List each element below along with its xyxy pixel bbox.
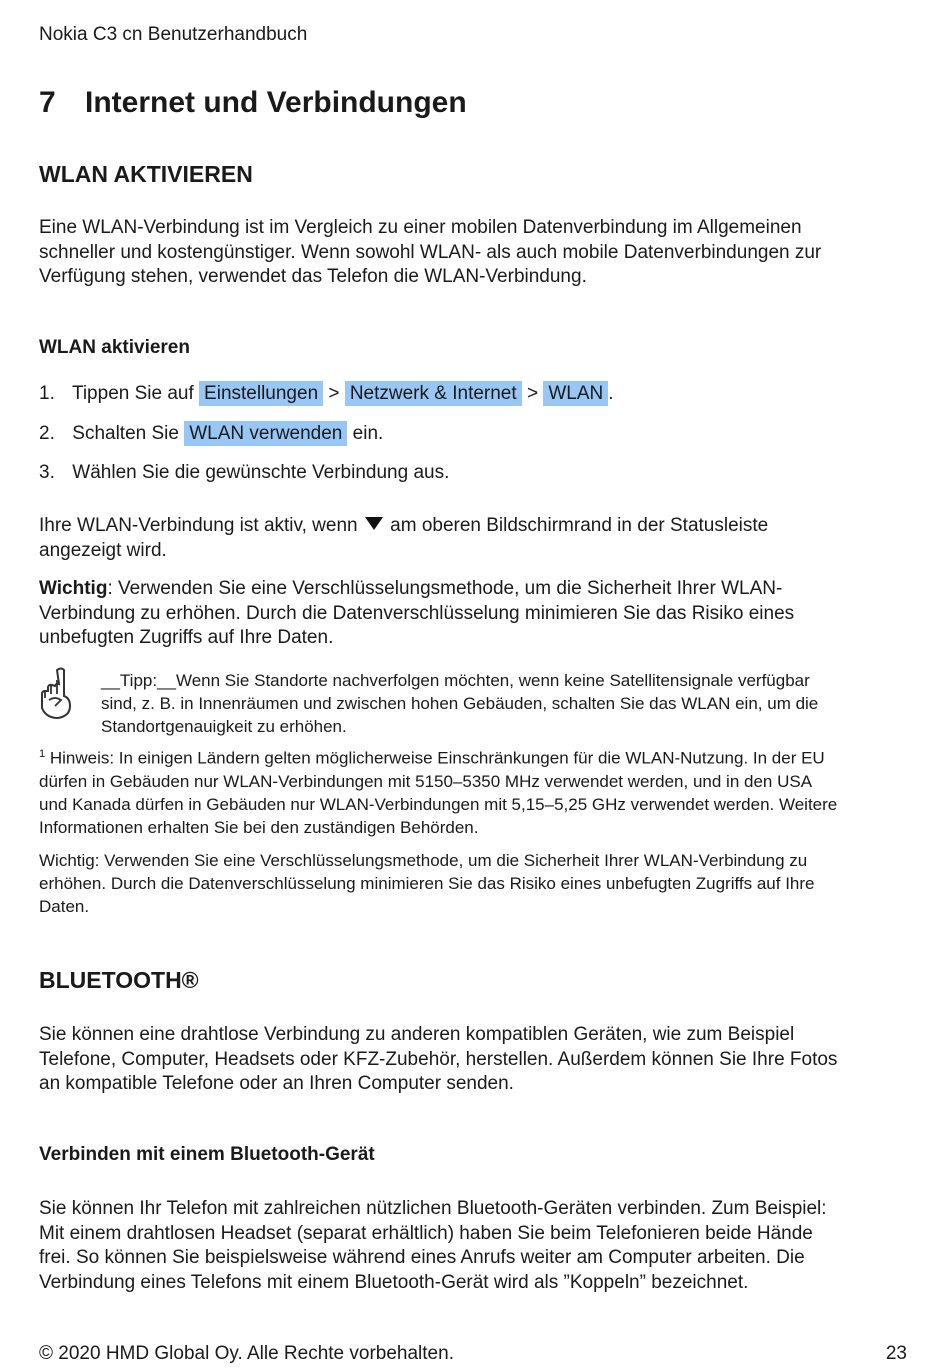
step-2 [39, 423, 614, 463]
step-1 [39, 383, 614, 423]
step-text: Schalten Sie [72, 422, 179, 444]
chapter-title [39, 86, 467, 120]
bluetooth-intro [39, 1023, 837, 1097]
wlan-intro [39, 216, 821, 290]
text-line: Verfügung stehen, verwendet das Telefon die WLAN-Verbindung. [39, 266, 587, 287]
footnote [39, 743, 837, 839]
subheading-bluetooth-connect: Verbinden mit einem Bluetooth-Gerät [39, 1144, 375, 1165]
text-line: Standortgenauigkeit zu erhöhen. [101, 717, 347, 736]
text-line: __Tipp:__Wenn Sie Standorte nachverfolgen möchten, wenn keine Satellitensignale verfügbar [101, 671, 810, 690]
section-heading-bluetooth: BLUETOOTH® [39, 967, 199, 993]
running-header: Nokia C3 cn Benutzerhandbuch [39, 24, 308, 45]
text-line: sind, z. B. in Innenräumen und zwischen hohen Gebäuden, schalten Sie das WLAN ein, um die [101, 694, 819, 713]
network-internet-link[interactable]: Netzwerk & Internet [345, 381, 522, 406]
step-text: ein. [352, 422, 384, 444]
step-number: 1. [39, 383, 55, 404]
text-line: erhöhen. Durch die Datenverschlüsselung minimieren Sie das Risiko eines unbefugten Zugriffs auf Ihre [39, 874, 815, 893]
separator: > [328, 383, 340, 404]
text-line: Mit einem drahtlosen Headset (separat erhältlich) haben Sie beim Telefonieren beide Hände [39, 1222, 813, 1244]
text: am oberen Bildschirmrand in der Statusleiste [390, 515, 769, 536]
hand-pointing-icon [37, 666, 75, 720]
steps-list [39, 383, 614, 502]
chapter-title-text: Internet und Verbindungen [85, 86, 467, 119]
text-line: Verbindung eines Telefons mit einem Bluetooth-Gerät wird als ”Koppeln” bezeichnet. [39, 1271, 749, 1293]
text-line: unbefugten Zugriffs auf Ihre Daten. [39, 627, 334, 648]
important-note [39, 577, 794, 651]
wifi-icon [365, 517, 383, 530]
text-line: angezeigt wird. [39, 539, 167, 561]
step-3 [39, 462, 614, 502]
text-line: schneller und kostengünstiger. Wenn sowohl WLAN- als auch mobile Datenverbindungen zur [39, 241, 822, 263]
step-number: 3. [39, 462, 55, 483]
important-note-2 [39, 849, 815, 918]
subheading-wlan-aktivieren: WLAN aktivieren [39, 337, 190, 358]
tip-text [101, 669, 818, 738]
settings-link[interactable]: Einstellungen [199, 381, 323, 406]
text-line: Sie können eine drahtlose Verbindung zu anderen kompatiblen Geräten, wie zum Beispiel [39, 1024, 795, 1045]
text-line: Wichtig: Verwenden Sie eine Verschlüsselungsmethode, um die Sicherheit Ihrer WLAN-Verbindung zu [39, 851, 808, 870]
text-line: und Kanada dürfen in Gebäuden nur WLAN-Verbindungen mit 5,15–5,25 GHz verwendet werden. Weitere [39, 794, 838, 814]
section-heading-wlan: WLAN AKTIVIEREN [39, 161, 253, 187]
text-line: Telefone, Computer, Headsets oder KFZ-Zubehör, herstellen. Außerdem können Sie Ihre Fotos [39, 1048, 838, 1070]
step-text: Wählen Sie die gewünschte Verbindung aus. [72, 462, 450, 483]
wlan-active-paragraph [39, 514, 768, 563]
text-line: an kompatible Telefone oder an Ihren Computer senden. [39, 1073, 514, 1094]
step-text: Tippen Sie auf [71, 383, 194, 404]
important-label: Wichtig [39, 578, 108, 599]
separator: > [526, 383, 539, 404]
page-number: 23 [885, 1343, 907, 1364]
text-line: Informationen erhalten Sie bei den zuständigen Behörden. [39, 817, 479, 837]
footnote-marker: 1 [39, 748, 46, 760]
text-line: frei. So können Sie beispielsweise während eines Anrufs weiter am Computer arbeiten. Die [39, 1247, 805, 1268]
text-line: Verbindung zu erhöhen. Durch die Datenverschlüsselung minimieren Sie das Risiko eines [39, 602, 795, 624]
text: Ihre WLAN-Verbindung ist aktiv, wenn [39, 515, 358, 536]
chapter-number: 7 [39, 86, 56, 119]
text: Hinweis: In einigen Ländern gelten möglicherweise Einschränkungen für die WLAN-Nutzung. In der EU [45, 748, 825, 768]
text-line: Daten. [39, 897, 90, 916]
bluetooth-body [39, 1197, 827, 1295]
text-line: Sie können Ihr Telefon mit zahlreichen nützlichen Bluetooth-Geräten verbinden. Zum Beispiel: [39, 1198, 827, 1219]
text: : Verwenden Sie eine Verschlüsselungsmethode, um die Sicherheit Ihrer WLAN- [107, 578, 783, 599]
text-line: Eine WLAN-Verbindung ist im Vergleich zu einer mobilen Datenverbindung im Allgemeinen [39, 217, 802, 238]
wlan-link[interactable]: WLAN [543, 381, 608, 406]
copyright: © 2020 HMD Global Oy. Alle Rechte vorbehalten. [39, 1343, 454, 1364]
text-line: dürfen in Gebäuden nur WLAN-Verbindungen mit 5150–5350 MHz verwendet werden, und in den USA [39, 771, 813, 791]
use-wlan-link[interactable]: WLAN verwenden [184, 421, 347, 446]
step-text: . [608, 383, 614, 404]
step-number: 2. [39, 422, 55, 444]
